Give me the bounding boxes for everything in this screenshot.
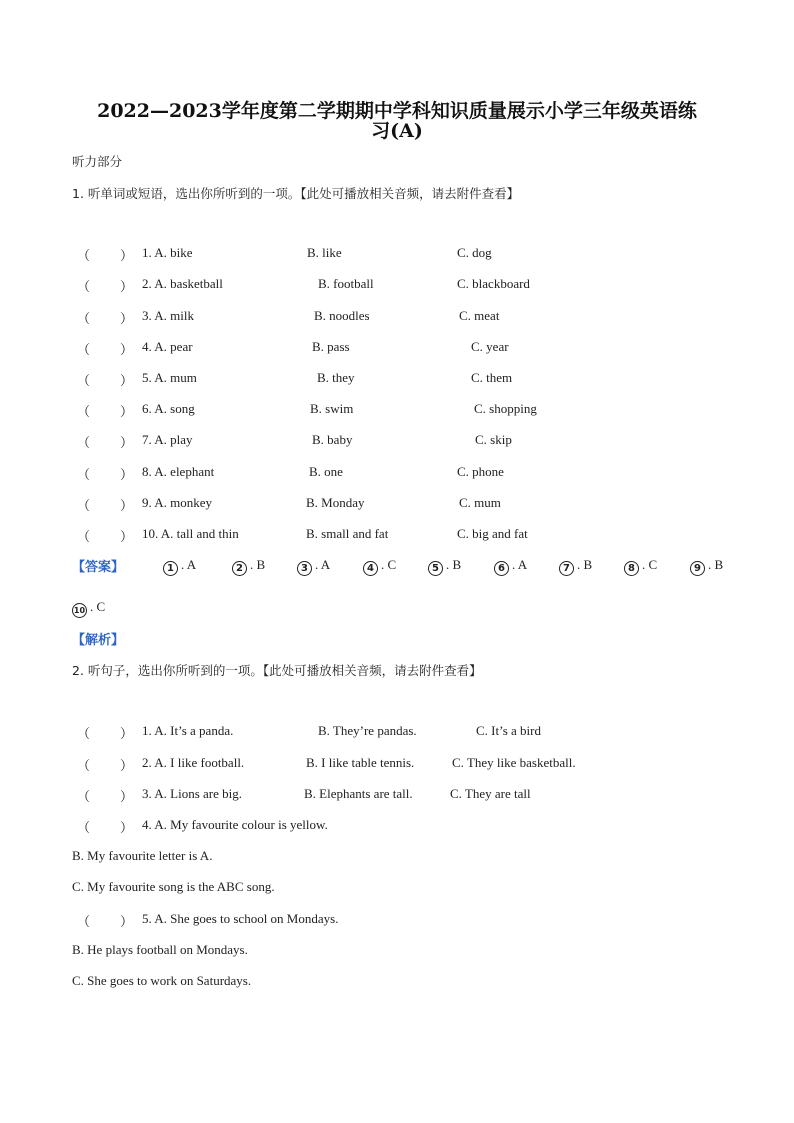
analysis-label: 【解析】 [72, 633, 125, 648]
q1-item-paren-left: （ [77, 499, 91, 514]
q1-item-paren-left: （ [77, 343, 91, 358]
answer-value: . C [381, 557, 397, 572]
circled-number: 2 [232, 561, 247, 576]
q2-item-option-b: B. I like table tennis. [306, 755, 415, 770]
circled-number: 4 [363, 561, 378, 576]
q2-item-option-a: 3. A. Lions are big. [142, 786, 243, 801]
q2-item4-option-c: C. My favourite song is the ABC song. [72, 879, 275, 894]
q1-item-option-b: B. one [309, 464, 343, 479]
q1-item-option-a: 9. A. monkey [142, 495, 213, 510]
answer-value: . A [512, 557, 528, 572]
circled-number: 1 [163, 561, 178, 576]
q1-item-option-b: B. they [317, 370, 355, 385]
answer-value: . C [642, 557, 658, 572]
q2-item-option-a: 1. A. It’s a panda. [142, 723, 234, 738]
q2-item-option-b: B. They’re pandas. [318, 723, 417, 738]
q2-item-option-a: 2. A. I like football. [142, 755, 245, 770]
q1-item-option-c: C. skip [475, 432, 512, 447]
q1-item-option-b: B. like [307, 245, 342, 260]
q1-item-paren-right: ） [120, 249, 134, 264]
circled-number: 8 [624, 561, 639, 576]
q2-item4-paren-right: ） [120, 821, 134, 836]
answer-item [163, 557, 196, 576]
answer-item [232, 557, 265, 576]
q1-item-option-a: 3. A. milk [142, 308, 195, 323]
answer-item [494, 557, 527, 576]
q2-item-option-b: B. Elephants are tall. [304, 786, 413, 801]
q1-item-paren-left: （ [77, 374, 91, 389]
q2-item4-option-b: B. My favourite letter is A. [72, 848, 213, 863]
q2-item-paren-left: （ [77, 727, 91, 742]
q1-item-option-b: B. pass [312, 339, 350, 354]
question-1-prompt: 1. 听单词或短语，选出你所听到的一项。【此处可播放相关音频，请去附件查看】 [72, 186, 520, 201]
q1-item-paren-left: （ [77, 249, 91, 264]
q1-item-paren-left: （ [77, 530, 91, 545]
q1-item-option-b: B. baby [312, 432, 353, 447]
q2-item-paren-left: （ [77, 759, 91, 774]
q1-item-option-b: B. swim [310, 401, 354, 416]
answer-value: . B [708, 557, 724, 572]
q1-item-paren-right: ） [120, 530, 134, 545]
page-title-line-1: 2022—2023学年度第二学期期中学科知识质量展示小学三年级英语练 [97, 100, 697, 122]
q1-item-option-c: C. year [471, 339, 509, 354]
circled-number: 6 [494, 561, 509, 576]
q2-item-paren-left: （ [77, 790, 91, 805]
answer-item [428, 557, 461, 576]
q1-item-option-c: C. shopping [474, 401, 537, 416]
q1-item-option-a: 8. A. elephant [142, 464, 215, 479]
q2-item5-paren-left: （ [77, 915, 91, 930]
question-2-prompt: 2. 听句子，选出你所听到的一项。【此处可播放相关音频，请去附件查看】 [72, 663, 482, 678]
q1-item-paren-left: （ [77, 436, 91, 451]
answer-value: . B [446, 557, 462, 572]
q1-item-option-b: B. Monday [306, 495, 365, 510]
q2-item5-option-c: C. She goes to work on Saturdays. [72, 973, 252, 988]
answer-item [297, 557, 330, 576]
q1-item-option-c: C. them [471, 370, 513, 385]
q2-item5-option-a: 5. A. She goes to school on Mondays. [142, 911, 339, 926]
q1-item-paren-left: （ [77, 312, 91, 327]
answer-item [690, 557, 723, 576]
q1-item-option-c: C. meat [459, 308, 500, 323]
q2-item4-paren-left: （ [77, 821, 91, 836]
q1-item-option-a: 5. A. mum [142, 370, 197, 385]
answer-item [363, 557, 396, 576]
q2-item-option-c: C. They like basketball. [452, 755, 576, 770]
q1-item-option-a: 7. A. play [142, 432, 193, 447]
q2-item4-option-a: 4. A. My favourite colour is yellow. [142, 817, 328, 832]
answer-value: . B [250, 557, 266, 572]
answer-value: . A [181, 557, 197, 572]
q1-item-paren-right: ） [120, 405, 134, 420]
q1-item-option-c: C. blackboard [457, 276, 530, 291]
q1-item-paren-left: （ [77, 468, 91, 483]
q1-item-paren-right: ） [120, 468, 134, 483]
circled-number: 9 [690, 561, 705, 576]
q1-item-option-c: C. big and fat [457, 526, 528, 541]
answer-label: 【答案】 [72, 560, 125, 575]
answer-item [72, 599, 105, 618]
q1-item-option-b: B. noodles [314, 308, 370, 323]
q1-item-paren-right: ） [120, 343, 134, 358]
answer-value: . A [315, 557, 331, 572]
circled-number: 10 [72, 603, 87, 618]
circled-number: 7 [559, 561, 574, 576]
q1-item-option-a: 4. A. pear [142, 339, 193, 354]
q1-item-option-a: 2. A. basketball [142, 276, 223, 291]
q1-item-paren-left: （ [77, 405, 91, 420]
q2-item-paren-right: ） [120, 790, 134, 805]
q1-item-option-a: 10. A. tall and thin [142, 526, 239, 541]
q1-item-option-c: C. phone [457, 464, 504, 479]
q1-item-paren-right: ） [120, 312, 134, 327]
circled-number: 3 [297, 561, 312, 576]
q1-item-option-c: C. dog [457, 245, 492, 260]
q1-item-option-b: B. small and fat [306, 526, 389, 541]
page-title-line-2: 习(A) [371, 120, 423, 142]
q2-item-paren-right: ） [120, 727, 134, 742]
q2-item-paren-right: ） [120, 759, 134, 774]
answer-item [559, 557, 592, 576]
answer-value: . C [90, 599, 106, 614]
q2-item5-option-b: B. He plays football on Mondays. [72, 942, 248, 957]
q2-item-option-c: C. It’s a bird [476, 723, 541, 738]
section-listening-heading: 听力部分 [72, 154, 123, 169]
q1-item-paren-right: ） [120, 499, 134, 514]
q1-item-option-a: 6. A. song [142, 401, 195, 416]
circled-number: 5 [428, 561, 443, 576]
q1-item-option-c: C. mum [459, 495, 501, 510]
q1-item-option-b: B. football [318, 276, 374, 291]
q1-item-paren-left: （ [77, 280, 91, 295]
q1-item-option-a: 1. A. bike [142, 245, 193, 260]
q1-item-paren-right: ） [120, 374, 134, 389]
q2-item-option-c: C. They are tall [450, 786, 531, 801]
answer-value: . B [577, 557, 593, 572]
answer-item [624, 557, 657, 576]
q2-item5-paren-right: ） [120, 915, 134, 930]
q1-item-paren-right: ） [120, 436, 134, 451]
q1-item-paren-right: ） [120, 280, 134, 295]
